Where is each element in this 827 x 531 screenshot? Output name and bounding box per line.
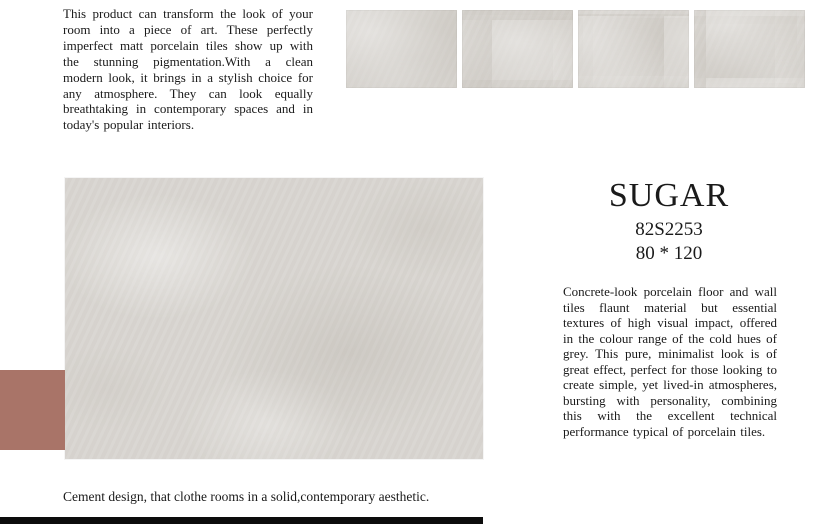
tile-swatch	[346, 10, 457, 88]
tile-swatch	[578, 10, 689, 88]
tile-hero-image	[65, 178, 483, 459]
bottom-rule	[0, 517, 483, 524]
tile-swatch-strip	[346, 10, 805, 88]
tile-swatch	[694, 10, 805, 88]
product-size: 80 * 120	[635, 243, 703, 264]
product-description: Concrete-look porcelain floor and wall tiles flaunt material but essential textures of high visual impact, offered in the colour range of the cold hues of grey. This pure, minimalist look is of great effect, perfect for those looking to create simple, yet lived-in atmospheres, bursting with personality, combining this with the excellent technical performance typical of porcelain tiles.	[563, 284, 777, 439]
tile-swatch	[462, 10, 573, 88]
hero-caption: Cement design, that clothe rooms in a solid,contemporary aesthetic.	[63, 489, 430, 504]
product-code: 82S2253	[635, 219, 703, 240]
intro-paragraph: This product can transform the look of your room into a piece of art. These perfectly imperfect matt porcelain tiles show up with the stunning pigmentation.With a clean modern look, it brings in a stylish choice for any atmosphere. They can look equally breathtaking in contemporary spaces and in today's popular interiors.	[63, 6, 313, 133]
product-info	[560, 176, 778, 266]
product-name: SUGAR	[608, 177, 730, 214]
accent-color-block	[0, 370, 65, 450]
